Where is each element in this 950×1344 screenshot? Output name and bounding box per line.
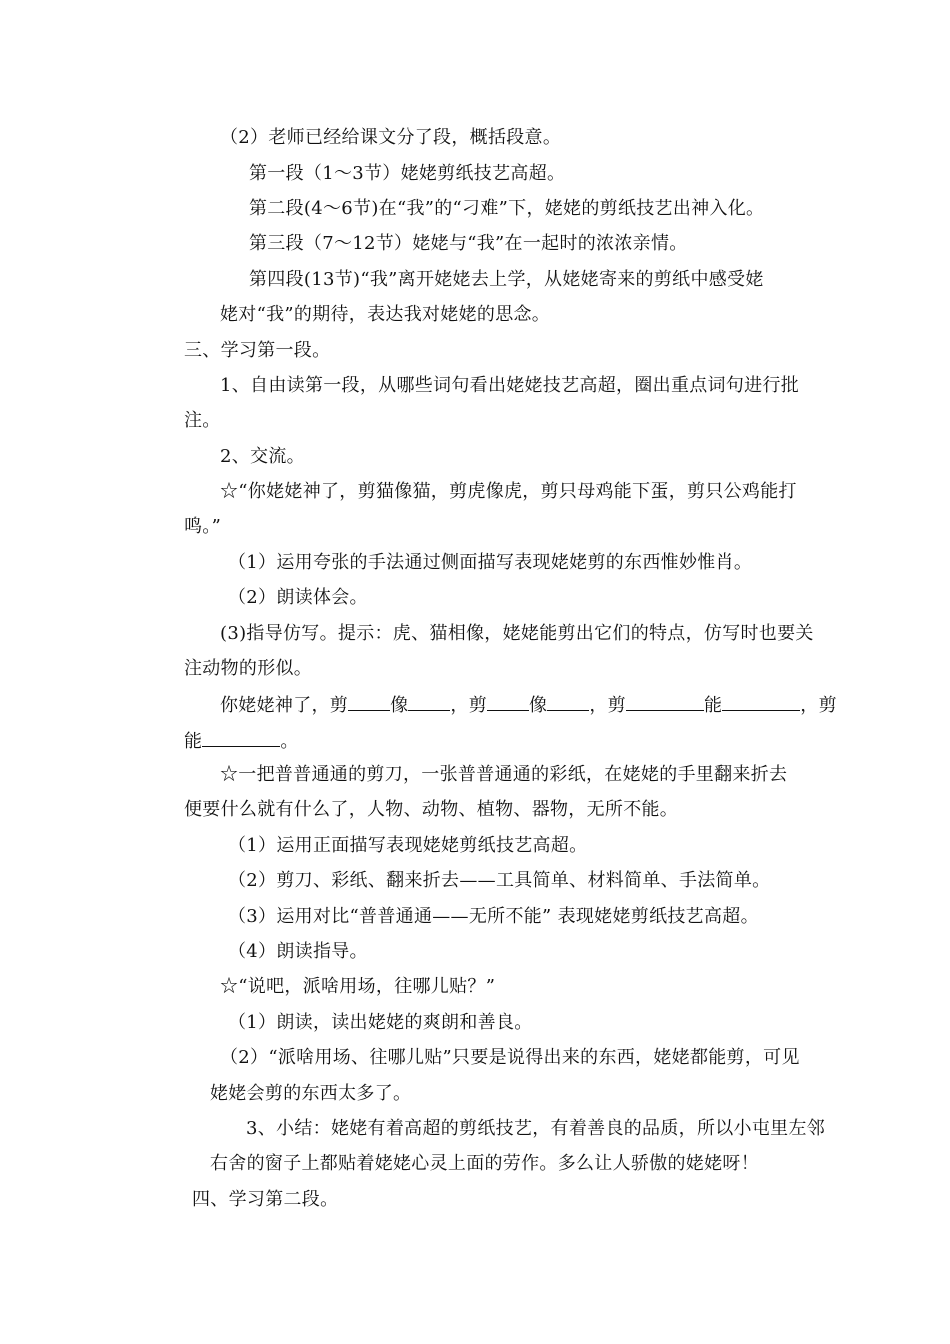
paragraph-line: 第三段（7～12节）姥姥与“我”在一起时的浓浓亲情。 [249, 233, 688, 254]
paragraph-line: ☆“你姥姥神了，剪猫像猫，剪虎像虎，剪只母鸡能下蛋，剪只公鸡能打 [220, 481, 797, 502]
paragraph-line: （1）运用正面描写表现姥姥剪纸技艺高超。 [228, 835, 588, 856]
fill-in-line [220, 692, 837, 718]
fill-in-text: 能 [703, 695, 723, 716]
section-heading: 三、学习第一段。 [184, 340, 331, 361]
paragraph-line: （2）剪刀、彩纸、翻来折去——工具简单、材料简单、手法简单。 [228, 870, 771, 891]
fill-in-text: 能 [184, 731, 203, 752]
paragraph-line: 便要什么就有什么了，人物、动物、植物、器物，无所不能。 [184, 799, 679, 820]
fill-in-blank[interactable] [722, 692, 800, 711]
fill-in-blank[interactable] [547, 692, 589, 711]
paragraph-line: （4）朗读指导。 [228, 941, 368, 962]
section-heading: 四、学习第二段。 [192, 1189, 339, 1210]
paragraph-line: （2）朗读体会。 [228, 587, 368, 608]
fill-in-line [184, 728, 299, 754]
paragraph-line: （2）老师已经给课文分了段，概括段意。 [220, 127, 562, 148]
paragraph-line: ☆一把普普通通的剪刀，一张普普通通的彩纸，在姥姥的手里翻来折去 [220, 764, 788, 785]
paragraph-line: 第四段(13节)“我”离开姥姥去上学，从姥姥寄来的剪纸中感受姥 [249, 269, 764, 290]
paragraph-line: 第一段（1～3节）姥姥剪纸技艺高超。 [249, 163, 566, 184]
paragraph-line: （3）运用对比“普普通通——无所不能” 表现姥姥剪纸技艺高超。 [228, 906, 759, 927]
paragraph-line: (3)指导仿写。提示：虎、猫相像，姥姥能剪出它们的特点，仿写时也要关 [220, 623, 814, 644]
fill-in-text: ，剪 [800, 695, 837, 716]
paragraph-line: 1、自由读第一段，从哪些词句看出姥姥技艺高超，圈出重点词句进行批 [220, 375, 800, 396]
fill-in-blank[interactable] [408, 692, 450, 711]
paragraph-line: 鸣。” [184, 516, 222, 537]
fill-in-blank[interactable] [626, 692, 704, 711]
fill-in-text: 像 [390, 695, 409, 716]
fill-in-blank[interactable] [348, 692, 390, 711]
fill-in-text: 像 [529, 695, 548, 716]
fill-in-text: 。 [280, 731, 299, 752]
paragraph-line: 第二段(4～6节)在“我”的“刁难”下，姥姥的剪纸技艺出神入化。 [249, 198, 765, 219]
paragraph-line: 注动物的形似。 [184, 658, 313, 679]
paragraph-line: 姥对“我”的期待，表达我对姥姥的思念。 [220, 304, 551, 325]
paragraph-line: 姥姥会剪的东西太多了。 [210, 1083, 412, 1104]
fill-in-blank[interactable] [487, 692, 529, 711]
paragraph-line: 3、小结：姥姥有着高超的剪纸技艺，有着善良的品质，所以小屯里左邻 [246, 1118, 826, 1139]
paragraph-line: ☆“说吧，派啥用场，往哪儿贴？” [220, 976, 496, 997]
paragraph-line: 2、交流。 [220, 446, 305, 467]
paragraph-line: 右舍的窗子上都贴着姥姥心灵上面的劳作。多么让人骄傲的姥姥呀！ [210, 1153, 759, 1174]
paragraph-line: （1）朗读，读出姥姥的爽朗和善良。 [228, 1012, 533, 1033]
fill-in-text: ，剪 [450, 695, 488, 716]
fill-in-blank[interactable] [202, 728, 280, 747]
fill-in-text: 你姥姥神了，剪 [220, 695, 349, 716]
paragraph-line: （1）运用夸张的手法通过侧面描写表现姥姥剪的东西惟妙惟肖。 [228, 552, 753, 573]
paragraph-line: 注。 [184, 410, 221, 431]
paragraph-line: （2）“派啥用场、往哪儿贴”只要是说得出来的东西，姥姥都能剪，可见 [220, 1047, 800, 1068]
fill-in-text: ，剪 [589, 695, 626, 716]
